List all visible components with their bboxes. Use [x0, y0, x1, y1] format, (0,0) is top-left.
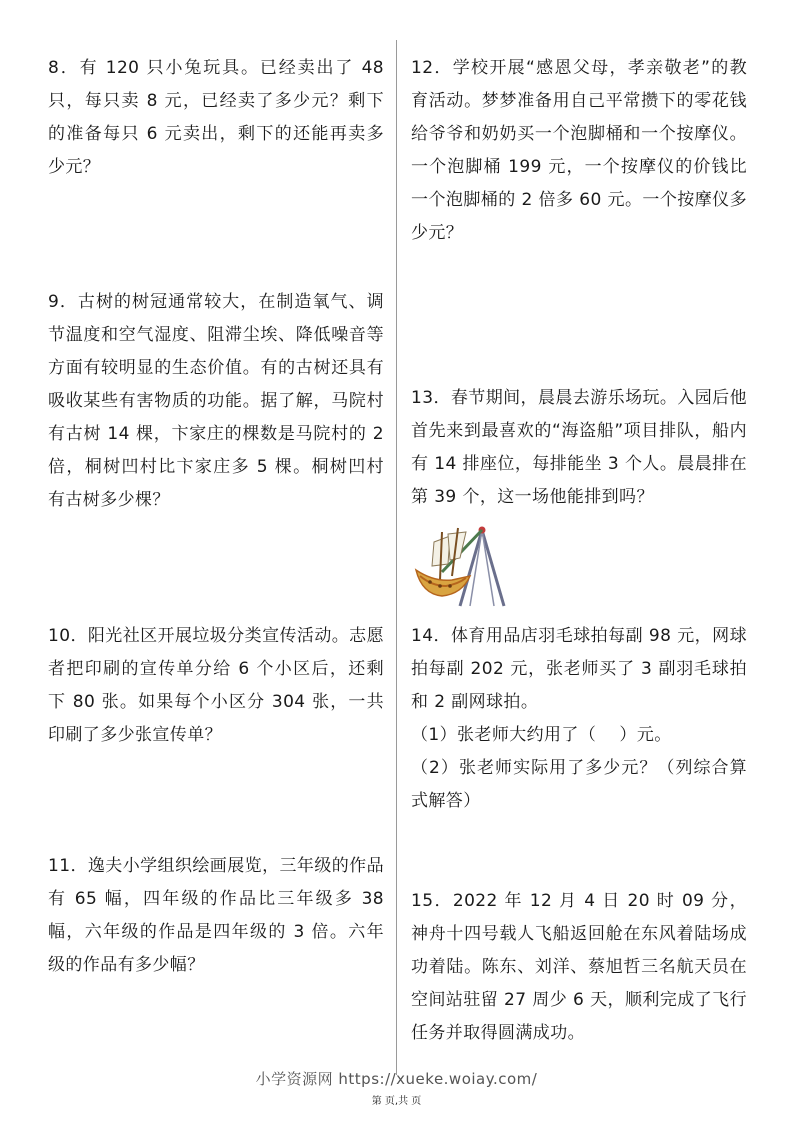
footer-website: 小学资源网 https://xueke.woiay.com/ [255, 1070, 538, 1088]
problem-13: 13．春节期间，晨晨去游乐场玩。入园后他首先来到最喜欢的“海盗船”项目排队，船内有 14 排座位，每排能坐 3 个人。晨晨排在第 39 个，这一场他能排到吗？ [411, 388, 747, 507]
problem-11: 11．逸夫小学组织绘画展览，三年级的作品有 65 幅，四年级的作品比三年级多 38 幅，六年级的作品是四年级的 3 倍。六年级的作品有多少幅？ [48, 856, 390, 975]
problem-12: 12．学校开展“感恩父母，孝亲敬老”的教育活动。梦梦准备用自己平常攒下的零花钱给爷爷和奶奶买一个泡脚桶和一个按摩仪。一个泡脚桶 199 元，一个按摩仪的价钱比一个泡脚桶的 2 倍多 60 元。一个按摩仪多少元？ [411, 58, 747, 243]
problem-10: 10．阳光社区开展垃圾分类宣传活动。志愿者把印刷的宣传单分给 6 个小区后，还剩下 80 张。如果每个小区分 304 张，一共印刷了多少张宣传单？ [48, 626, 384, 745]
problem-8: 8．有 120 只小兔玩具。已经卖出了 48 只，每只卖 8 元，已经卖了多少元？剩下的准备每只 6 元卖出，剩下的还能再卖多少元？ [48, 58, 390, 177]
footer-page-number: 第 页,共 页 [371, 1096, 422, 1107]
problem-9: 9．古树的树冠通常较大，在制造氧气、调节温度和空气湿度、阻滞尘埃、降低噪音等方面有较明显的生态价值。有的古树还具有吸收某些有害物质的功能。据了解，马院村有古树 14 棵，卞家庄的棵数是马院村的 2 倍，桐树凹村比卞家庄多 5 棵。桐树凹村有古树多少棵？ [48, 292, 390, 510]
problem-15: 15．2022 年 12 月 4 日 20 时 09 分，神舟十四号载人飞船返回舱在东风着陆场成功着陆。陈东、刘洋、蔡旭哲三名航天员在空间站驻留 27 周少 6 天，顺利完成了飞行任务并取得圆满成功。 [411, 891, 747, 1043]
column-divider [396, 40, 397, 1075]
pirate-ship-ride-icon [412, 520, 508, 608]
problem-14: 14．体育用品店羽毛球拍每副 98 元，网球拍每副 202 元，张老师买了 3 副羽毛球拍和 2 副网球拍。 （1）张老师大约用了（ ）元。 （2）张老师实际用了多少元？（列综合算式解答） [411, 626, 747, 811]
